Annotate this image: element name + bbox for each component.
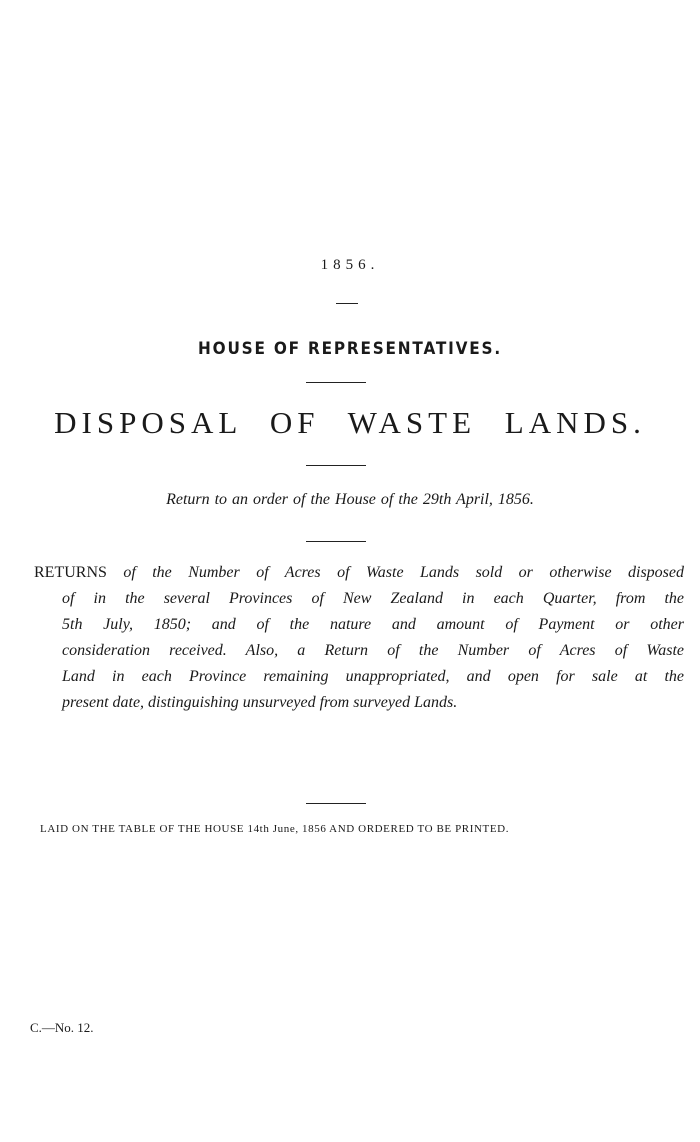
returns-line: present date, distinguishing unsurveyed from surveyed Lands. [62, 694, 458, 711]
year: 1856. [320, 257, 380, 273]
divider [306, 465, 366, 466]
returns-paragraph [34, 560, 684, 716]
returns-line: consideration received. Also, a Return of the Number of Acres of Waste [62, 642, 684, 659]
returns-line: of in the several Provinces of New Zealand in each Quarter, from the [62, 590, 684, 607]
order-note: Return to an order of the House of the 29th April, 1856. [166, 491, 534, 508]
returns-line: Land in each Province remaining unappropriated, and open for sale at the [62, 668, 684, 685]
house-heading: HOUSE OF REPRESENTATIVES. [198, 339, 502, 359]
returns-line-text: of the Number of Acres of Waste Lands sold or otherwise disposed [123, 564, 685, 581]
laid-notice: LAID ON THE TABLE OF THE HOUSE 14th June, 1856 AND ORDERED TO BE PRINTED. [40, 823, 510, 835]
document-number: C.—No. 12. [30, 1020, 94, 1035]
divider [306, 382, 366, 383]
divider [336, 303, 358, 304]
returns-line [34, 560, 684, 586]
returns-lead: RETURNS [34, 564, 107, 581]
returns-line: 5th July, 1850; and of the nature and amount of Payment or other [62, 616, 684, 633]
divider [306, 803, 366, 804]
divider [306, 541, 366, 542]
document-title: DISPOSAL OF WASTE LANDS. [54, 405, 646, 440]
